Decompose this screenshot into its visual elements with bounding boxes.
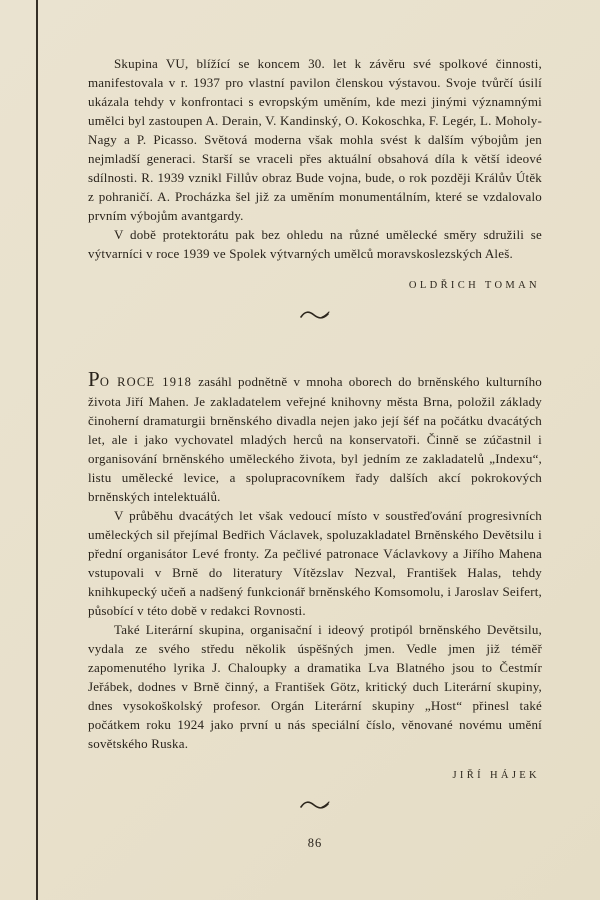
author-signature: OLDŘICH TOMAN [408, 280, 540, 291]
page-number: 86 [307, 836, 323, 850]
paragraph: Také Literární skupina, organisační i ideový protipól brněnského Devětsilu, vydala ze svého středu několik úspěšných jmen. Vedle jmen již téměř zapomenutého lyrika J. Chaloupky a dramatika Lva Blatného jsou to Čestmír Jeřábek, dodnes v Brně činný, a František Götz, kritický duch Literární skupiny, dnes vysokoškolský profesor. Orgán Literární skupiny „Host“ přinesl také počátkem roku 1924 jako první u nás speciální číslo, věnované novému umění sovětského Ruska. [88, 622, 542, 751]
paragraph: Skupina VU, blížící se koncem 30. let k závěru své spolkové činnosti, manifestovala v r. 1937 pro vlastní pavilon členskou výstavou. Svoje tvůrčí úsilí ukázala tehdy v konfrontaci s evropským uměním, kde mezi jinými významnými umělci byl zastoupen A. Derain, V. Kandinský, O. Kokoschka, F. Legér, L. Moholy-Nagy a P. Picasso. Světová moderna však mohla svést k dalším výbojům jen nejmladší generaci. Starší se vraceli přes aktuální obsahová díla k větší ideové sdílnosti. R. 1939 vznikl Fillův obraz Bude vojna, bude, o rok později Králův Útěk z pohraničí. A. Procházka šel již za uměním monumentálním, které se vzdalovalo prvním výbojům avantgardy. [88, 56, 542, 223]
binding-line [36, 0, 38, 900]
article-2 [88, 367, 542, 812]
lead-caps: O ROCE 1918 [99, 375, 193, 389]
lead-paragraph [88, 367, 542, 506]
lead-rest: zasáhl podnětně v mnoha oborech do brněnského kulturního života Jiří Mahen. Je zakladatelem veřejné knihovny města Brna, položil základy činoherní dramaturgii brněnského divadla nejen jako její šéf na počátku dvacátých let, ale i jako vychovatel mladých herců na konservatoři. Činně se zúčastnil i organisování brněnského uměleckého života, byl jedním ze zakladatelů „Indexu“, listu umělecké levice, a spolupracovníkem řady dalších akcí pokrokových brněnských intelektuálů. [88, 374, 542, 504]
fleuron-icon [88, 308, 542, 322]
lead-initial: P [88, 367, 100, 391]
fleuron-icon [88, 798, 542, 812]
paragraph: V průběhu dvacátých let však vedoucí místo v soustřeďování progresivních uměleckých sil přejímal Bedřich Václavek, spoluzakladatel Brněnského Devětsilu i přední organisátor Levé fronty. Za pečlivé patronace Václavkovy a Jiřího Mahena vstupovali v Brně do literatury Vítězslav Nezval, František Halas, tehdy knihkupecký učeň a nadšený funkcionář brněnského Komsomolu, i Jaroslav Seifert, působící v této době v redakci Rovnosti. [88, 508, 542, 618]
article-1 [88, 54, 542, 322]
author-signature: JIŘÍ HÁJEK [452, 770, 540, 781]
paragraph: V době protektorátu pak bez ohledu na různé umělecké směry sdružili se výtvarníci v roce 1939 ve Spolek výtvarných umělců moravskoslezských Aleš. [88, 227, 542, 261]
text-column [88, 54, 542, 812]
